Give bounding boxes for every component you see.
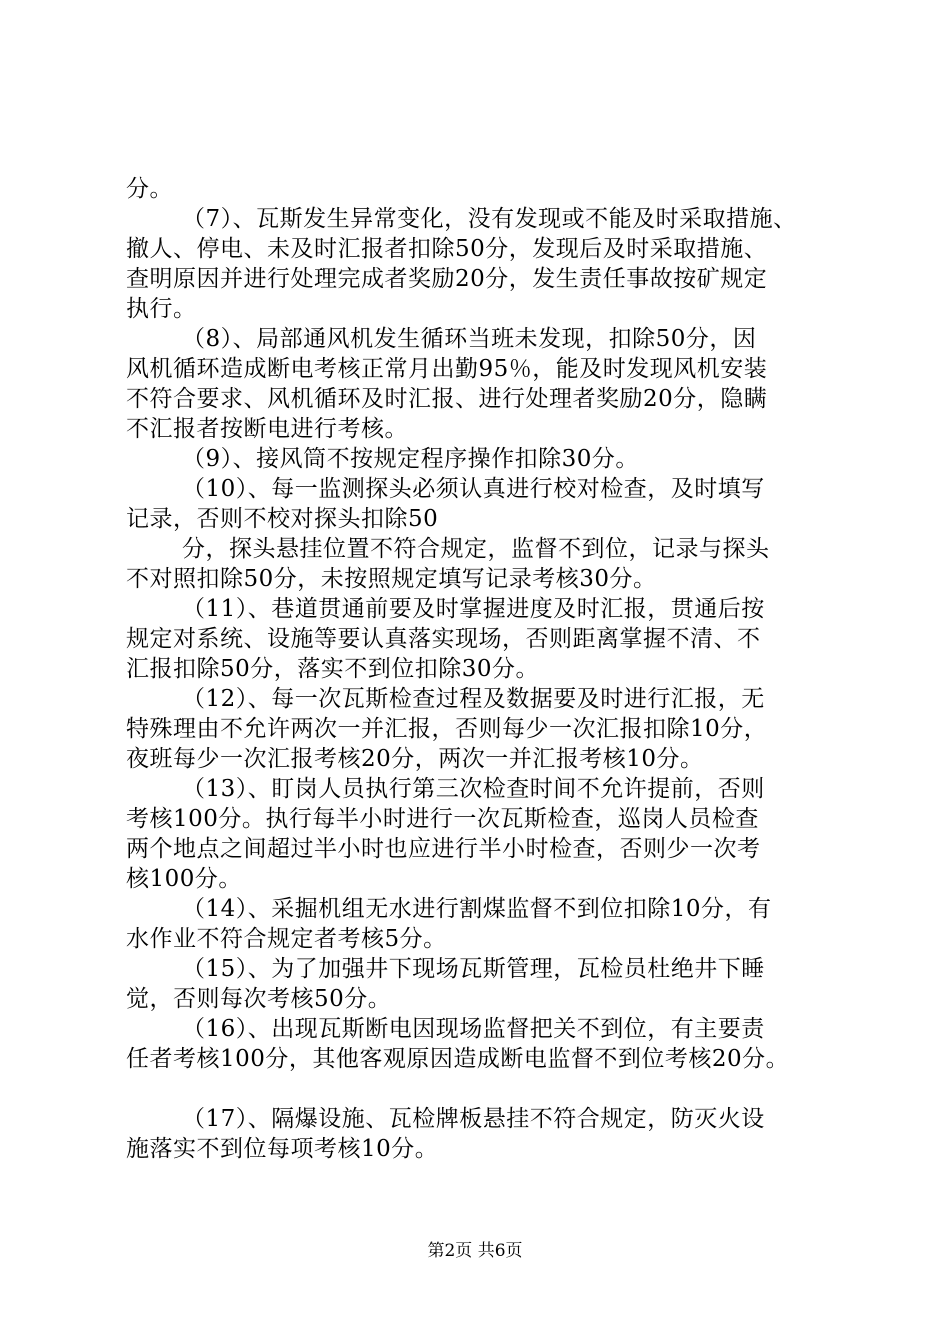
text-line: 汇报扣除50分，落实不到位扣除30分。 (126, 656, 540, 682)
text-line: （8）、局部通风机发生循环当班未发现，扣除50分，因 (182, 326, 757, 352)
text-line: （17）、隔爆设施、瓦检牌板悬挂不符合规定，防灭火设 (182, 1106, 765, 1132)
text-line: 核100分。 (126, 866, 242, 892)
text-line: 撤人、停电、未及时汇报者扣除50分，发现后及时采取措施、 (126, 236, 768, 262)
text-line: 记录，否则不校对探头扣除50 (126, 506, 439, 532)
text-line: 分。 (126, 176, 173, 202)
text-line: 不对照扣除50分，未按照规定填写记录考核30分。 (126, 566, 657, 592)
text-line: （11）、巷道贯通前要及时掌握进度及时汇报，贯通后按 (182, 596, 765, 622)
text-line: 特殊理由不允许两次一并汇报，否则每少一次汇报扣除10分， (126, 716, 768, 742)
text-line: （13）、盯岗人员执行第三次检查时间不允许提前，否则 (182, 776, 765, 802)
text-line: 规定对系统、设施等要认真落实现场，否则距离掌握不清、不 (126, 626, 761, 652)
text-line: 水作业不符合规定者考核5分。 (126, 926, 447, 952)
text-line: 任者考核100分，其他客观原因造成断电监督不到位考核20分。 (126, 1046, 790, 1072)
page-number: 第2页 共6页 (427, 1241, 523, 1261)
text-line: （16）、出现瓦斯断电因现场监督把关不到位，有主要责 (182, 1016, 765, 1042)
text-line: 夜班每少一次汇报考核20分，两次一并汇报考核10分。 (126, 746, 704, 772)
paragraph-gap (126, 1074, 838, 1104)
text-line: 施落实不到位每项考核10分。 (126, 1136, 439, 1162)
text-line: 觉，否则每次考核50分。 (126, 986, 392, 1012)
text-line: 不汇报者按断电进行考核。 (126, 416, 408, 442)
text-line: 风机循环造成断电考核正常月出勤95％，能及时发现风机安装 (126, 356, 768, 382)
text-line: 查明原因并进行处理完成者奖励20分，发生责任事故按矿规定 (126, 266, 768, 292)
text-line: （7）、瓦斯发生异常变化，没有发现或不能及时采取措施、 (182, 206, 797, 232)
text-line: 考核100分。执行每半小时进行一次瓦斯检查，巡岗人员检查 (126, 806, 759, 832)
text-line: 不符合要求、风机循环及时汇报、进行处理者奖励20分，隐瞒 (126, 386, 768, 412)
text-line: （10）、每一监测探头必须认真进行校对检查，及时填写 (182, 476, 765, 502)
text-line: （15）、为了加强井下现场瓦斯管理，瓦检员杜绝井下睡 (182, 956, 765, 982)
text-line: 执行。 (126, 296, 197, 322)
text-line: 两个地点之间超过半小时也应进行半小时检查，否则少一次考 (126, 836, 761, 862)
text-line: （9）、接风筒不按规定程序操作扣除30分。 (182, 446, 639, 472)
text-line: （12）、每一次瓦斯检查过程及数据要及时进行汇报，无 (182, 686, 765, 712)
document-body (126, 174, 838, 1164)
text-line: 分，探头悬挂位置不符合规定，监督不到位，记录与探头 (182, 536, 770, 562)
text-line: （14）、采掘机组无水进行割煤监督不到位扣除10分，有 (182, 896, 772, 922)
